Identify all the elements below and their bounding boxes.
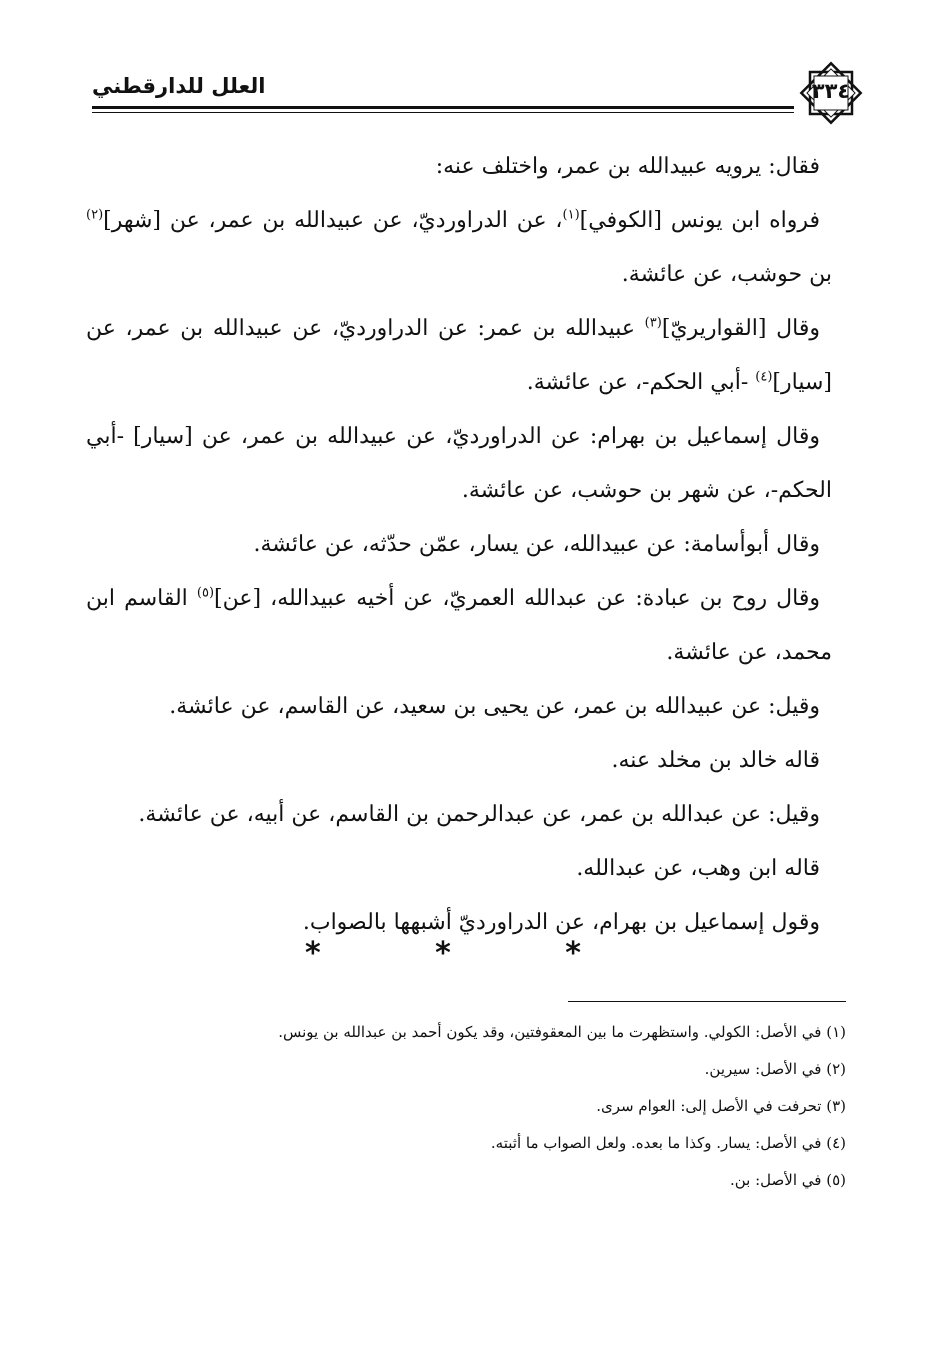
section-separator-stars: * * * <box>305 936 633 971</box>
paragraph-text: وقال [القواريريّ] <box>661 316 821 341</box>
paragraph-text: وقيل: عن عبدالله بن عمر، عن عبدالرحمن بن القاسم، عن أبيه، عن عائشة. <box>138 802 820 827</box>
footnote-item: (٢) في الأصل: سيرين. <box>704 1060 846 1078</box>
footnote-ref[interactable]: (٢) <box>86 207 104 223</box>
footnote-item: (١) في الأصل: الكولي. واستظهرت ما بين المعقوفتين، وقد يكون أحمد بن عبدالله بن يونس. <box>278 1023 846 1041</box>
paragraph <box>86 194 832 302</box>
footnote-item: (٣) تحرفت في الأصل إلى: العوام سرى. <box>596 1097 846 1115</box>
paragraph-text: بن حوشب، عن عائشة. <box>621 262 832 287</box>
paragraph <box>86 140 832 194</box>
footnote-separator <box>568 1001 846 1002</box>
book-title: العلل للدارقطني <box>92 74 266 98</box>
paragraph <box>86 734 832 788</box>
paragraph-text: وقال روح بن عبادة: عن عبدالله العمريّ، عن أخيه عبيدالله، [عن] <box>214 586 820 611</box>
paragraph-text: عبيدالله بن عمر: عن الدراورديّ، عن عبيدالله بن عمر، عن [سيار] <box>86 316 832 395</box>
paragraph-text: وقول إسماعيل بن بهرام، عن الدراورديّ أشبهها بالصواب. <box>302 910 820 935</box>
footnotes <box>86 1014 846 1199</box>
paragraph <box>86 788 832 842</box>
paragraph-text: قاله خالد بن مخلد عنه. <box>611 748 820 773</box>
footnote-ref[interactable]: (٥) <box>196 585 215 601</box>
paragraph <box>86 410 832 518</box>
paragraph-text: فقال: يرويه عبيدالله بن عمر، واختلف عنه: <box>435 154 820 179</box>
paragraph <box>86 842 832 896</box>
header-rule-thin <box>92 112 794 113</box>
paragraph <box>86 572 832 680</box>
footnote-item: (٤) في الأصل: يسار. وكذا ما بعده. ولعل الصواب ما أثبته. <box>490 1134 846 1152</box>
paragraph <box>86 518 832 572</box>
footnote-ref[interactable]: (٣) <box>644 315 662 331</box>
page-header <box>84 60 864 130</box>
footnote-ref[interactable]: (١) <box>562 207 580 223</box>
paragraph-text: وقال أبوأسامة: عن عبيدالله، عن يسار، عمّن حدّثه، عن عائشة. <box>253 532 820 557</box>
paragraph-text: فرواه ابن يونس [الكوفي] <box>579 208 821 233</box>
paragraph-text: -أبي الحكم-، عن عائشة. <box>526 370 756 395</box>
main-text <box>86 140 832 950</box>
page-number: ٣٣٤ <box>811 79 851 103</box>
page-number-badge <box>798 60 864 126</box>
paragraph-text: وقيل: عن عبيدالله بن عمر، عن يحيى بن سعيد، عن القاسم، عن عائشة. <box>169 694 820 719</box>
paragraph-text: ، عن الدراورديّ، عن عبيدالله بن عمر، عن [شهر] <box>103 208 563 233</box>
paragraph-text: وقال إسماعيل بن بهرام: عن الدراورديّ، عن عبيدالله بن عمر، عن [سيار] -أبي الحكم-، عن شهر بن حوشب، عن عائشة. <box>86 424 832 503</box>
paragraph <box>86 680 832 734</box>
header-rule-thick <box>92 106 794 109</box>
paragraph <box>86 302 832 410</box>
footnote-item: (٥) في الأصل: بن. <box>730 1171 846 1189</box>
footnote-ref[interactable]: (٤) <box>755 369 773 385</box>
paragraph-text: قاله ابن وهب، عن عبدالله. <box>576 856 820 881</box>
paragraph-text: القاسم ابن محمد، عن عائشة. <box>86 586 832 665</box>
